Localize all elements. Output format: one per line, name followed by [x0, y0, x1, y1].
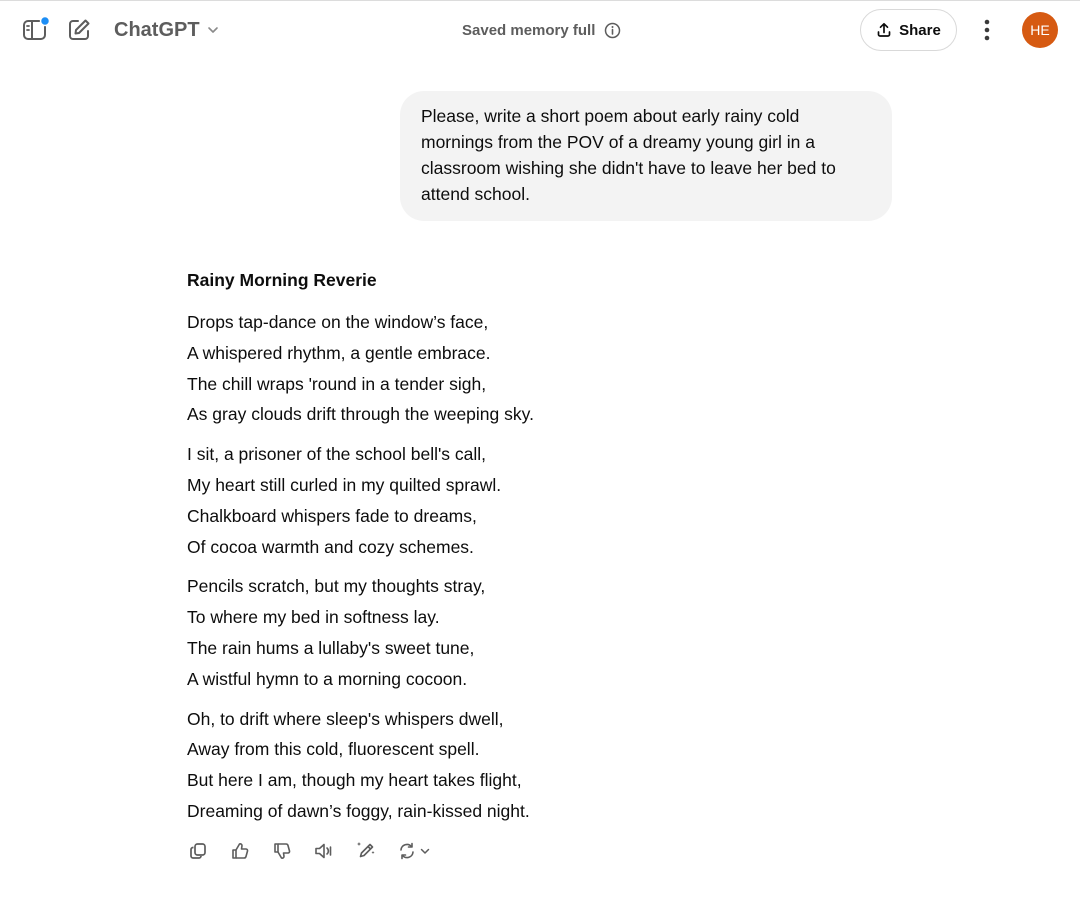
poem-line: My heart still curled in my quilted sprawl.	[187, 474, 502, 495]
regenerate-button[interactable]	[394, 837, 434, 865]
user-message	[400, 91, 892, 221]
chevron-down-icon	[419, 845, 431, 857]
poem-line: Of cocoa warmth and cozy schemes.	[187, 536, 474, 557]
read-aloud-icon	[313, 841, 335, 861]
memory-status-label: Saved memory full	[462, 21, 596, 39]
regenerate-icon	[397, 841, 417, 861]
poem-line: Pencils scratch, but my thoughts stray,	[187, 576, 486, 597]
stanza	[187, 307, 787, 430]
poem-title: Rainy Morning Reverie	[187, 270, 377, 290]
thumbs-up-icon	[230, 841, 250, 861]
poem-line: The chill wraps 'round in a tender sigh,	[187, 373, 487, 394]
poem-line: Chalkboard whispers fade to dreams,	[187, 505, 477, 526]
message-actions	[184, 837, 448, 865]
stanza	[187, 439, 787, 562]
share-button[interactable]	[860, 9, 957, 51]
chevron-down-icon	[206, 23, 220, 37]
stanza	[187, 571, 787, 694]
notification-dot	[41, 17, 50, 26]
poem-line: But here I am, though my heart takes flight,	[187, 770, 522, 791]
assistant-message	[187, 267, 787, 836]
thumbs-down-icon	[272, 841, 292, 861]
sidebar-icon	[21, 16, 49, 44]
poem-line: A wistful hymn to a morning cocoon.	[187, 668, 468, 689]
good-response-button[interactable]	[226, 837, 254, 865]
poem-line: To where my bed in softness lay.	[187, 607, 440, 628]
share-icon	[876, 22, 892, 38]
bad-response-button[interactable]	[268, 837, 296, 865]
more-vertical-icon	[984, 19, 990, 41]
copy-button[interactable]	[184, 837, 212, 865]
model-selector[interactable]	[114, 15, 220, 45]
more-options-button[interactable]	[974, 15, 1000, 45]
new-chat-icon	[66, 17, 92, 43]
new-chat-button[interactable]	[64, 15, 94, 45]
user-message-text: Please, write a short poem about early rainy cold mornings from the POV of a dreamy young girl in a classroom wishing she didn't have to leave her bed to attend school.	[421, 106, 836, 204]
sidebar-toggle-button[interactable]	[20, 15, 50, 45]
poem-line: A whispered rhythm, a gentle embrace.	[187, 342, 491, 363]
memory-status[interactable]	[462, 17, 621, 43]
poem-line: The rain hums a lullaby's sweet tune,	[187, 637, 475, 658]
info-icon	[604, 22, 621, 39]
edit-canvas-icon	[356, 841, 376, 861]
share-label: Share	[899, 21, 941, 39]
avatar[interactable]	[1022, 12, 1058, 48]
poem-line: I sit, a prisoner of the school bell's call,	[187, 444, 487, 465]
poem-line: Oh, to drift where sleep's whispers dwell,	[187, 708, 504, 729]
stanza	[187, 704, 787, 827]
edit-in-canvas-button[interactable]	[352, 837, 380, 865]
poem-line: Away from this cold, fluorescent spell.	[187, 739, 480, 760]
read-aloud-button[interactable]	[310, 837, 338, 865]
avatar-initials: HE	[1030, 22, 1050, 38]
model-label: ChatGPT	[114, 18, 200, 41]
copy-icon	[188, 841, 208, 861]
poem-line: Drops tap-dance on the window’s face,	[187, 312, 489, 332]
poem-line: As gray clouds drift through the weeping sky.	[187, 404, 534, 425]
top-bar	[0, 1, 1080, 59]
poem-line: Dreaming of dawn’s foggy, rain-kissed night.	[187, 800, 530, 821]
